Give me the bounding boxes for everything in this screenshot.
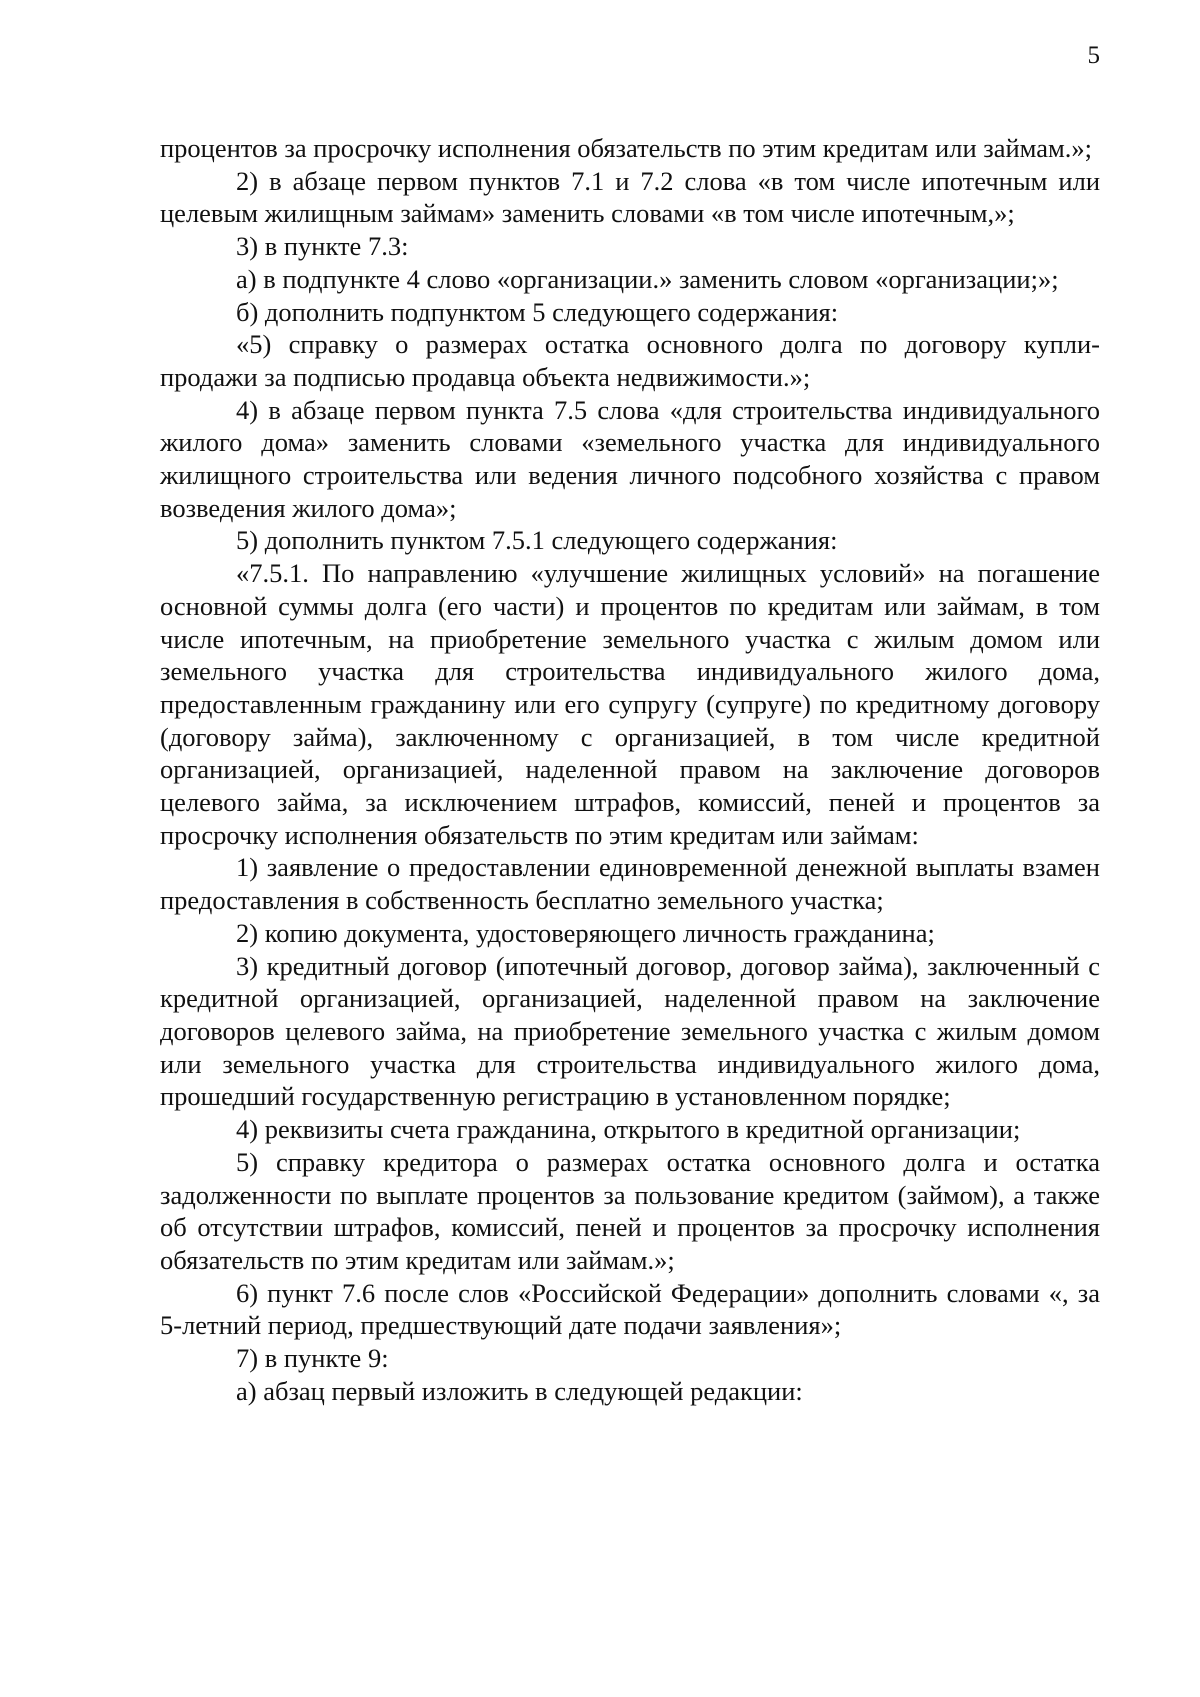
paragraph-list-4: 4) реквизиты счета гражданина, открытого в кредитной организации; xyxy=(236,1114,1021,1145)
paragraph-item-7-subitem-a: а) абзац первый изложить в следующей редакции: xyxy=(236,1375,803,1406)
paragraph-list-3: 3) кредитный договор (ипотечный договор, договор займа), заключенный с кредитной организацией, организацией, наделенной правом на заключение договоров целевого займа, на приобретение земельного участка с жилым домом или земельного участка для строительства индивидуального жилого дома, прошедший государственную регистрацию в установленном порядке; xyxy=(160,950,1100,1112)
paragraph-item-6: 6) пункт 7.6 после слов «Российской Федерации» дополнить словами «, за 5-летний период, предшествующий дате подачи заявления»; xyxy=(160,1277,1100,1341)
paragraph-clause-7-5-1: «7.5.1. По направлению «улучшение жилищных условий» на погашение основной суммы долга (его части) и процентов по кредитам или займам, в том числе ипотечным, на приобретение земельного участка с жилым домом или земельного участка для строительства индивидуального жилого дома, предоставленным гражданину или его супругу (супруге) по кредитному договору (договору займа), заключенному с организацией, в том числе кредитной организацией, организацией, наделенной правом на заключение договоров целевого займа, за исключением штрафов, комиссий, пеней и процентов за просрочку исполнения обязательств по этим кредитам или займам: xyxy=(160,558,1100,850)
paragraph-item-4: 4) в абзаце первом пункта 7.5 слова «для строительства индивидуального жилого дома» заменить словами «земельного участка для индивидуального жилищного строительства или ведения личного подсобного хозяйства с правом возведения жилого дома»; xyxy=(160,394,1100,523)
paragraph-subitem-b: б) дополнить подпунктом 5 следующего содержания: xyxy=(236,296,839,327)
paragraph-quote-5: «5) справку о размерах остатка основного долга по договору купли-продажи за подписью продавца объекта недвижимости.»; xyxy=(160,329,1100,392)
paragraph-item-2: 2) в абзаце первом пунктов 7.1 и 7.2 слова «в том числе ипотечным или целевым жилищным займам» заменить словами «в том числе ипотечным,»; xyxy=(160,165,1100,229)
paragraph-list-2: 2) копию документа, удостоверяющего личность гражданина; xyxy=(236,917,935,948)
document-body xyxy=(160,132,1100,1407)
paragraph-subitem-a: а) в подпункте 4 слово «организации.» заменить словом «организации;»; xyxy=(236,263,1059,294)
paragraph-list-5: 5) справку кредитора о размерах остатка основного долга и остатка задолженности по выплате процентов за пользование кредитом (займом), а также об отсутствии штрафов, комиссий, пеней и процентов за просрочку исполнения обязательств по этим кредитам или займам.»; xyxy=(160,1146,1100,1275)
paragraph-continuation: процентов за просрочку исполнения обязательств по этим кредитам или займам.»; xyxy=(160,133,1093,163)
paragraph-item-7: 7) в пункте 9: xyxy=(236,1343,389,1374)
paragraph-item-3: 3) в пункте 7.3: xyxy=(236,231,409,262)
page-number: 5 xyxy=(1087,42,1100,69)
paragraph-list-1: 1) заявление о предоставлении единовременной денежной выплаты взамен предоставления в собственность бесплатно земельного участка; xyxy=(160,852,1100,916)
paragraph-item-5: 5) дополнить пунктом 7.5.1 следующего содержания: xyxy=(236,525,838,556)
